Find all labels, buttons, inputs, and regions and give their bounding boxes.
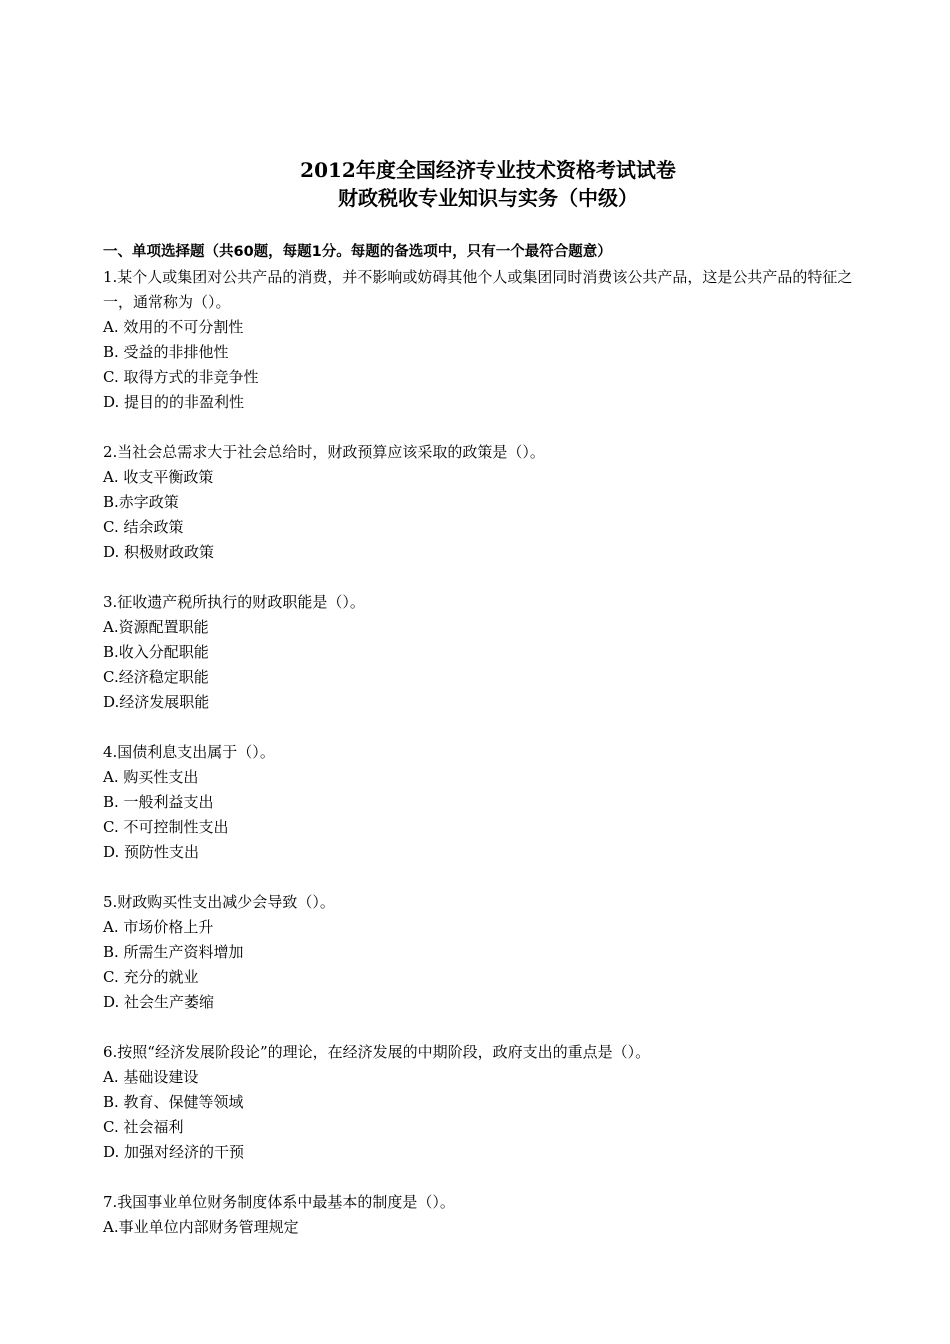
question-stem: 4.国债利息支出属于（）。	[103, 743, 275, 761]
option-a: A.事业单位内部财务管理规定	[103, 1218, 299, 1236]
option-a: A. 购买性支出	[103, 768, 199, 786]
question-5	[103, 890, 873, 1015]
option-a: A. 收支平衡政策	[103, 468, 214, 486]
question-1	[103, 265, 873, 415]
question-stem: 1.某个人或集团对公共产品的消费，并不影响或妨碍其他个人或集团同时消费该公共产品，这是公共产品的特征之一，通常称为（）。	[103, 268, 853, 311]
question-4	[103, 740, 873, 865]
question-stem: 2.当社会总需求大于社会总给时，财政预算应该采取的政策是（）。	[103, 443, 545, 461]
option-a: A. 市场价格上升	[103, 918, 214, 936]
option-a: A. 基础设建设	[103, 1068, 199, 1086]
option-c: C. 充分的就业	[103, 968, 199, 986]
question-7	[103, 1190, 873, 1240]
option-d: D. 社会生产萎缩	[103, 993, 215, 1011]
question-stem: 7.我国事业单位财务制度体系中最基本的制度是（）。	[103, 1193, 455, 1211]
document-title: 2012年度全国经济专业技术资格考试试卷	[300, 158, 676, 182]
option-b: B. 受益的非排他性	[103, 343, 229, 361]
option-c: C. 社会福利	[103, 1118, 184, 1136]
option-b: B. 所需生产资料增加	[103, 943, 244, 961]
document-page	[103, 156, 873, 1265]
question-stem: 5.财政购买性支出减少会导致（）。	[103, 893, 335, 911]
question-2	[103, 440, 873, 565]
option-c: C. 取得方式的非竞争性	[103, 368, 259, 386]
option-c: C. 结余政策	[103, 518, 184, 536]
option-c: C. 不可控制性支出	[103, 818, 229, 836]
question-6	[103, 1040, 873, 1165]
option-d: D. 加强对经济的干预	[103, 1143, 245, 1161]
option-d: D. 积极财政政策	[103, 543, 215, 561]
option-a: A.资源配置职能	[103, 618, 209, 636]
document-subtitle: 财政税收专业知识与实务（中级）	[338, 186, 638, 210]
option-b: B. 教育、保健等领域	[103, 1093, 244, 1111]
question-stem: 3.征收遗产税所执行的财政职能是（）。	[103, 593, 365, 611]
section-heading: 一、单项选择题（共60题，每题1分。每题的备选项中，只有一个最符合题意）	[103, 244, 612, 260]
option-d: D. 提目的的非盈利性	[103, 393, 245, 411]
option-a: A. 效用的不可分割性	[103, 318, 244, 336]
option-c: C.经济稳定职能	[103, 668, 209, 686]
option-b: B.收入分配职能	[103, 643, 209, 661]
option-d: D. 预防性支出	[103, 843, 200, 861]
option-b: B. 一般利益支出	[103, 793, 214, 811]
option-b: B.赤字政策	[103, 493, 179, 511]
question-stem: 6.按照“经济发展阶段论”的理论，在经济发展的中期阶段，政府支出的重点是（）。	[103, 1043, 651, 1061]
question-3	[103, 590, 873, 715]
option-d: D.经济发展职能	[103, 693, 210, 711]
